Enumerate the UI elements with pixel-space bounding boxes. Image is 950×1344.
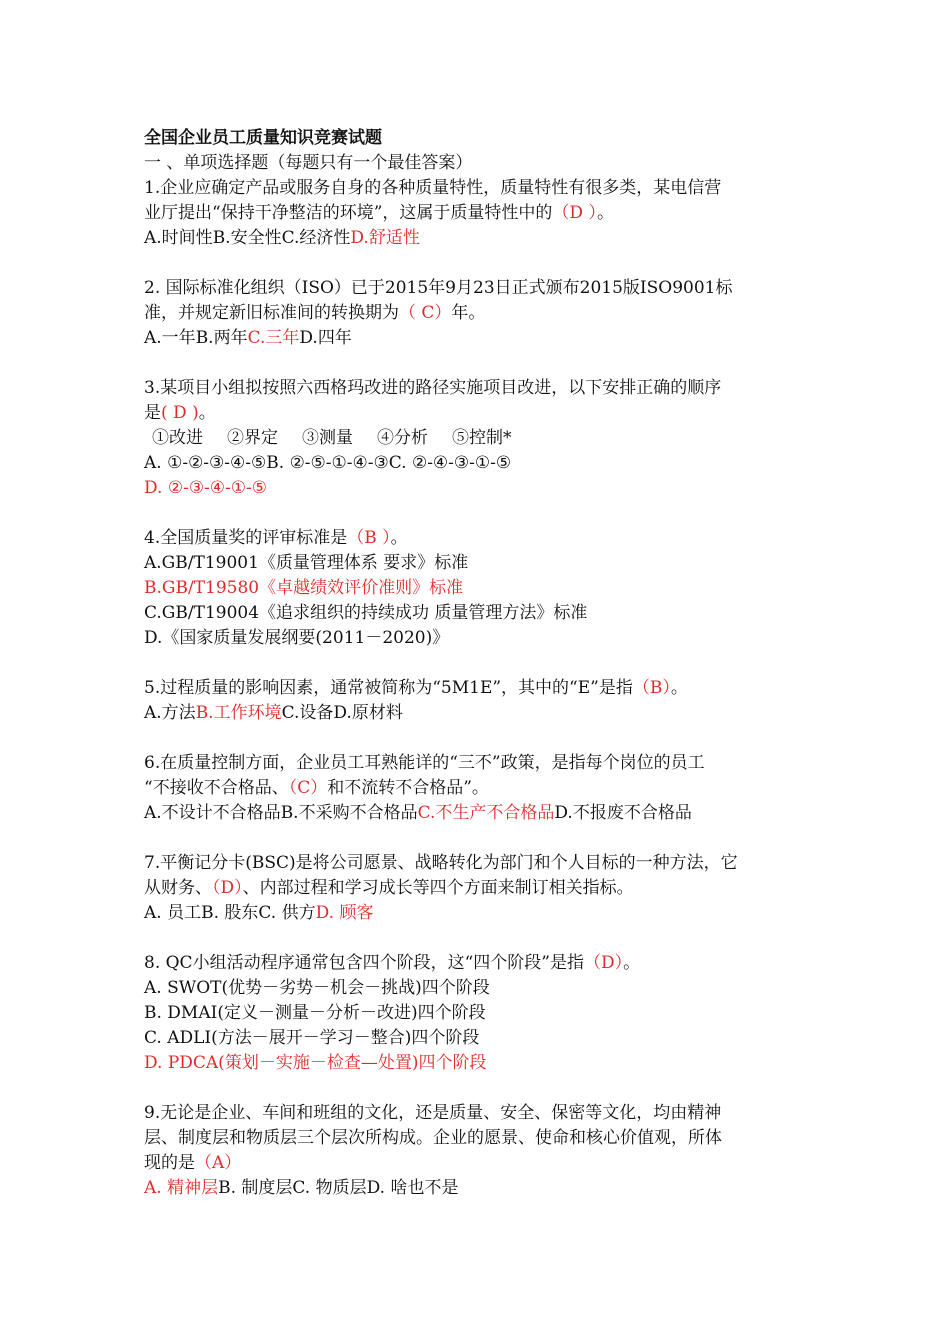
- question-text-part: 现的是: [144, 1153, 195, 1173]
- option-a: A.一年: [144, 328, 196, 348]
- question-4: [144, 526, 814, 651]
- option-d-correct: D.舒适性: [350, 228, 420, 248]
- spacer: [144, 651, 814, 676]
- spacer: [144, 501, 814, 526]
- option-d: D.《国家质量发展纲要(2011－2020)》: [144, 628, 450, 648]
- option-b: B.安全性: [212, 228, 282, 248]
- spacer: [144, 926, 814, 951]
- question-text: 9.无论是企业、车间和班组的文化，还是质量、安全、保密等文化，均由精神: [144, 1103, 722, 1123]
- step-item: ①改进: [152, 428, 203, 448]
- option-b-correct: B.GB/T19580《卓越绩效评价准则》标准: [144, 578, 464, 598]
- answer-mark: （B）: [632, 678, 671, 698]
- options-line: A. ①-②-③-④-⑤B. ②-⑤-①-④-③C. ②-④-③-①-⑤: [144, 453, 512, 473]
- answer-mark: （D）: [583, 953, 624, 973]
- option-c: C. 供方: [258, 903, 316, 923]
- option-d: D. 啥也不是: [366, 1178, 459, 1198]
- question-text-part: 、内部过程和学习成长等四个方面来制订相关指标。: [242, 878, 634, 898]
- option-d: D.不报废不合格品: [554, 803, 692, 823]
- question-text-part: 。: [198, 403, 216, 423]
- option-b: B.两年: [195, 328, 248, 348]
- answer-mark: （D）: [212, 878, 243, 898]
- question-text: [144, 201, 814, 226]
- step-item: ③测量: [302, 428, 353, 448]
- option-d-correct: D. ②-③-④-①-⑤: [144, 478, 268, 498]
- question-text-part: 和不流转不合格品”。: [327, 778, 489, 798]
- question-text: 1.企业应确定产品或服务自身的各种质量特性，质量特性有很多类，某电信营: [144, 178, 722, 198]
- option-c: C.经济性: [281, 228, 351, 248]
- options-line: [144, 326, 814, 351]
- question-text-part: 准，并规定新旧标准间的转换期为: [144, 303, 399, 323]
- question-text-part: 5.过程质量的影响因素，通常被简称为“5M1E”，其中的“E”是指: [144, 678, 633, 698]
- options-line: [144, 801, 814, 826]
- option-a: A.GB/T19001《质量管理体系 要求》标准: [144, 553, 469, 573]
- option-a: A.方法: [144, 703, 196, 723]
- options-line: [144, 901, 814, 926]
- question-text-part: 8. QC小组活动程序通常包含四个阶段，这“四个阶段”是指: [144, 953, 584, 973]
- question-text: 6.在质量控制方面，企业员工耳熟能详的“三不”政策，是指每个岗位的员工: [144, 753, 705, 773]
- question-text: 3.某项目小组拟按照六西格玛改进的路径实施项目改进，以下安排正确的顺序: [144, 378, 722, 398]
- question-text: [144, 1151, 814, 1176]
- option-c-correct: C.三年: [247, 328, 300, 348]
- option-b: B. 股东: [201, 903, 259, 923]
- question-6: [144, 751, 814, 826]
- option-d-correct: D. PDCA(策划－实施－检查—处置)四个阶段: [144, 1053, 487, 1073]
- question-2: [144, 276, 814, 351]
- question-5: [144, 676, 814, 726]
- option-a: A.不设计不合格品: [144, 803, 281, 823]
- option-b-correct: B.工作环境: [195, 703, 282, 723]
- question-text: [144, 401, 814, 426]
- question-text: [144, 526, 814, 551]
- step-item: ②界定: [227, 428, 278, 448]
- question-3: [144, 376, 814, 501]
- question-text: 层、制度层和物质层三个层次所构成。企业的愿景、使命和核心价值观，所体: [144, 1128, 722, 1148]
- option-c: C.GB/T19004《追求组织的持续成功 质量管理方法》标准: [144, 603, 588, 623]
- option-c: C. ADLI(方法－展开－学习－整合)四个阶段: [144, 1028, 480, 1048]
- options-line: [144, 1176, 814, 1201]
- question-text-part: 。: [623, 953, 641, 973]
- spacer: [144, 351, 814, 376]
- option-a: A. SWOT(优势－劣势－机会－挑战)四个阶段: [144, 978, 490, 998]
- answer-mark: （ C）: [399, 303, 452, 323]
- option-c: C. 物质层: [292, 1178, 367, 1198]
- question-1: [144, 176, 814, 251]
- question-text-part: 是: [144, 403, 161, 423]
- answer-mark: （A）: [195, 1153, 242, 1173]
- step-item: ⑤控制*: [452, 428, 512, 448]
- option-c: C.设备: [281, 703, 334, 723]
- question-text: 7.平衡记分卡(BSC)是将公司愿景、战略转化为部门和个人目标的一种方法，它: [144, 853, 738, 873]
- spacer: [144, 826, 814, 851]
- option-a-correct: A. 精神层: [144, 1178, 219, 1198]
- question-text-part: “不接收不合格品、: [144, 778, 289, 798]
- answer-mark: （D ）: [552, 203, 597, 223]
- option-d-correct: D. 顾客: [315, 903, 374, 923]
- question-8: [144, 951, 814, 1076]
- answer-mark: （C）: [288, 778, 328, 798]
- question-text-part: 。: [596, 203, 614, 223]
- question-7: [144, 851, 814, 926]
- spacer: [144, 726, 814, 751]
- question-text: [144, 776, 814, 801]
- option-d: D.原材料: [333, 703, 403, 723]
- section-heading: 一 、单项选择题（每题只有一个最佳答案）: [144, 153, 473, 173]
- option-b: B.不采购不合格品: [280, 803, 418, 823]
- option-a: A.时间性: [144, 228, 213, 248]
- question-text-part: 。: [670, 678, 688, 698]
- option-b: B. DMAI(定义－测量－分析－改进)四个阶段: [144, 1003, 486, 1023]
- question-text: [144, 951, 814, 976]
- question-text-part: 4.全国质量奖的评审标准是: [144, 528, 348, 548]
- options-line: [144, 701, 814, 726]
- question-text: [144, 301, 814, 326]
- question-text-part: 年。: [451, 303, 486, 323]
- question-text: [144, 676, 814, 701]
- answer-mark: （B ）: [347, 528, 391, 548]
- question-text: [144, 876, 814, 901]
- spacer: [144, 1076, 814, 1101]
- option-d: D.四年: [299, 328, 352, 348]
- question-9: [144, 1101, 814, 1201]
- exam-document: [144, 126, 814, 1201]
- question-text: 2. 国际标准化组织（ISO）已于2015年9月23日正式颁布2015版ISO9001标: [144, 278, 733, 298]
- question-text-part: 业厅提出“保持干净整洁的环境”，这属于质量特性中的: [144, 203, 553, 223]
- question-text-part: 。: [390, 528, 408, 548]
- option-b: B. 制度层: [218, 1178, 293, 1198]
- option-c-correct: C.不生产不合格品: [417, 803, 555, 823]
- option-a: A. 员工: [144, 903, 202, 923]
- step-item: ④分析: [377, 428, 428, 448]
- steps-line: [144, 426, 814, 451]
- exam-title: 全国企业员工质量知识竞赛试题: [144, 128, 382, 148]
- options-line: [144, 226, 814, 251]
- spacer: [144, 251, 814, 276]
- answer-mark: ( D ): [161, 403, 199, 423]
- question-text-part: 从财务、: [144, 878, 212, 898]
